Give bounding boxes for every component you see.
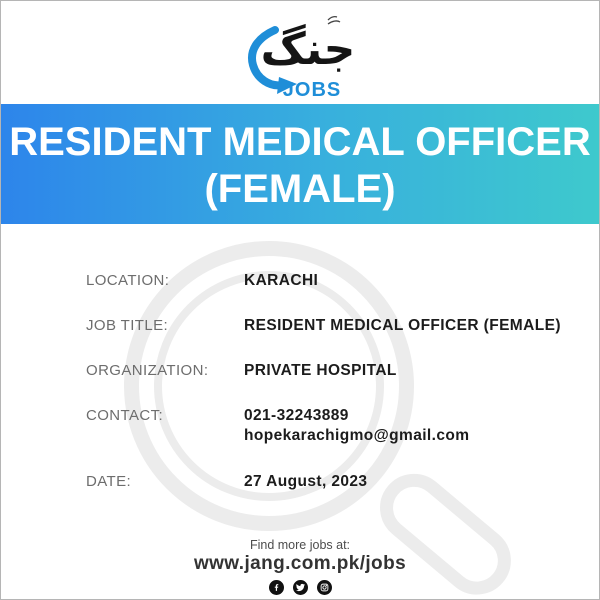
field-value: 27 August, 2023 xyxy=(244,473,368,490)
instagram-icon[interactable] xyxy=(317,580,332,595)
logo-flourish xyxy=(328,17,340,24)
field-value xyxy=(244,406,469,446)
facebook-icon[interactable] xyxy=(269,580,284,595)
field-label: ORGANIZATION: xyxy=(86,362,209,379)
header xyxy=(1,1,599,104)
contact-phone: 021-32243889 xyxy=(244,407,349,424)
field-value: PRIVATE HOSPITAL xyxy=(244,362,397,379)
field-label: LOCATION: xyxy=(86,272,170,289)
job-title-banner xyxy=(1,104,599,224)
field-job-title xyxy=(86,316,569,335)
find-more-text: Find more jobs at: xyxy=(249,538,351,552)
jang-jobs-logo xyxy=(244,7,356,106)
field-label: CONTACT: xyxy=(86,407,164,424)
field-date xyxy=(86,472,569,491)
banner-title-line2: (FEMALE) xyxy=(204,167,396,211)
logo-urdu-text: جنگ xyxy=(260,24,356,75)
job-details xyxy=(86,271,569,517)
twitter-icon[interactable] xyxy=(293,580,308,595)
social-links xyxy=(1,580,599,595)
field-value: KARACHI xyxy=(244,272,319,289)
jang-jobs-logo-icon xyxy=(244,7,356,101)
field-contact xyxy=(86,406,569,446)
logo-jobs-text: JOBS xyxy=(282,79,342,101)
jobs-site-url[interactable]: www.jang.com.pk/jobs xyxy=(193,553,407,574)
field-value: RESIDENT MEDICAL OFFICER (FEMALE) xyxy=(244,317,561,334)
field-organization xyxy=(86,361,569,380)
field-label: DATE: xyxy=(86,473,132,490)
footer xyxy=(1,538,599,595)
contact-email: hopekarachigmo@gmail.com xyxy=(244,427,470,444)
field-location xyxy=(86,271,569,290)
field-label: JOB TITLE: xyxy=(86,317,169,334)
banner-title-line1: RESIDENT MEDICAL OFFICER xyxy=(9,120,591,164)
